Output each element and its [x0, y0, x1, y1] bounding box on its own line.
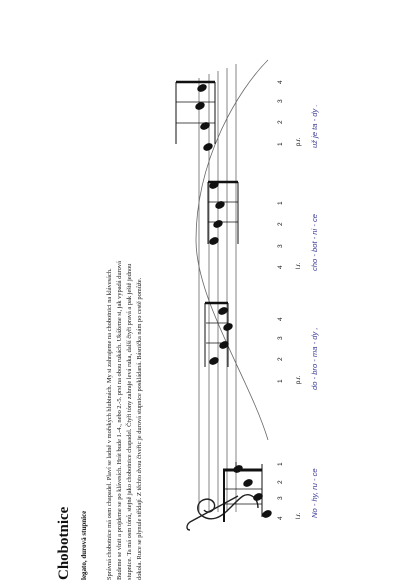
note-head [261, 509, 273, 520]
finger-number: 4 [277, 265, 284, 269]
finger-number: 1 [277, 201, 284, 205]
hand-mark-right: p.r. [296, 137, 302, 146]
note-head [202, 142, 214, 153]
note-head [196, 83, 208, 94]
finger-number: 3 [277, 496, 284, 500]
note-head [242, 478, 254, 489]
lyric-line: do - bro - ma - dy , [310, 327, 319, 390]
paragraph-line: dokola. Ruce se plynule střídají. Z těchto dvou čtveřic je durová stupnice poskládaná. Básnička nám po cestě pomůže. [136, 277, 143, 580]
melody-curve [196, 60, 268, 440]
note-group [208, 182, 238, 244]
lyric-line: No - hy, ru - ce [310, 468, 319, 518]
finger-number: 4 [277, 80, 284, 84]
treble-clef-icon [187, 495, 258, 530]
notes-group-1 [232, 464, 273, 520]
note-head [214, 200, 226, 211]
finger-number: 1 [277, 462, 284, 466]
paragraph-line: Budeme se vlnit a projdeme se po klávesích. Hrát bude 1.-4., nebo 2.-5. prst na obou rukách. Ukážeme si, jak vypadá durová [116, 261, 123, 580]
finger-number: 1 [277, 379, 284, 383]
finger-number: 3 [277, 244, 284, 248]
finger-number: 3 [277, 99, 284, 103]
finger-number: 2 [277, 480, 284, 484]
hand-mark-left: l.r. [296, 512, 302, 519]
hand-mark-right: p.r. [296, 375, 302, 384]
notes-group-3 [208, 180, 226, 247]
lyric-line: cho - bot - ni - ce [310, 214, 319, 271]
finger-number: 4 [277, 317, 284, 321]
lyric-line: už je ta - dy . [310, 104, 319, 148]
hand-mark-left: l.r. [296, 262, 302, 269]
paragraph-line: Správná chobotnice má osm chapadel. Plaví se ladně v mořských hlubinách. My si zahrajeme na chobotnici na klávesách. [106, 268, 113, 580]
paragraph-line: stupnice. Ta má osm tónů, stejně jako chobotnice chapadel. Čtyři tóny zahraje levá ruka, další čtyři pravá a pak ještě jednou [126, 263, 133, 580]
page-title: Chobotnice [56, 506, 72, 580]
note-group [223, 462, 262, 522]
finger-number: 2 [277, 357, 284, 361]
notes-group-4 [194, 83, 214, 153]
notes-group-2 [208, 306, 234, 367]
finger-number: 1 [277, 142, 284, 146]
note-head [232, 464, 244, 475]
finger-number: 3 [277, 336, 284, 340]
finger-number: 2 [277, 222, 284, 226]
page-subtitle: legato, durová stupnice [80, 510, 88, 580]
finger-number: 4 [277, 516, 284, 520]
finger-number: 2 [277, 120, 284, 124]
